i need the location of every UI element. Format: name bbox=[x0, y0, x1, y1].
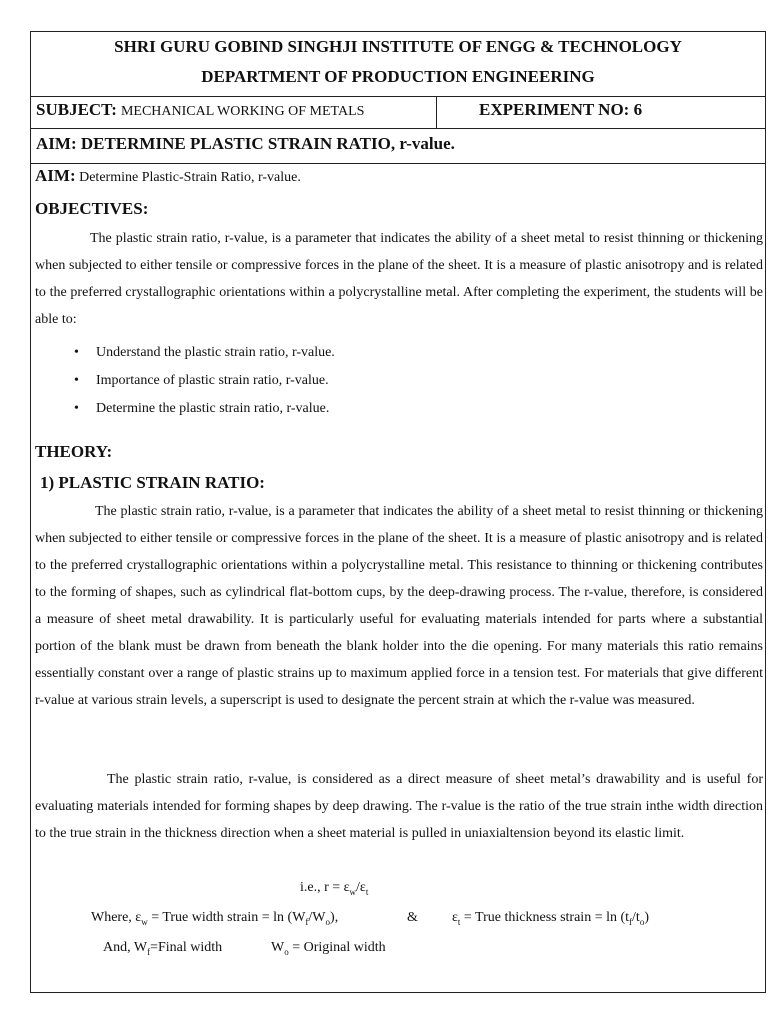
thickness-strain-definition: $\varepsilon_t$ = True thickness strain = $\ln (t_f/t_o)$ bbox=[452, 910, 649, 927]
subject-cell bbox=[31, 97, 437, 129]
list-item: • Understand the plastic strain ratio, r-value. bbox=[74, 345, 335, 373]
title-block bbox=[31, 32, 765, 97]
aim-text: Determine Plastic-Strain Ratio, r-value. bbox=[79, 170, 301, 185]
experiment-number: EXPERIMENT NO: 6 bbox=[479, 100, 643, 119]
ampersand: & bbox=[407, 910, 418, 925]
theory-paragraph-2: The plastic strain ratio, r-value, is considered as a direct measure of sheet metal’s drawability and is useful for evaluating materials intended for forming shapes by deep drawing. The r-value is the ratio of the true strain inthe width direction to the true strain in the thickness direction when a sheet material is pulled in uniaxialtension beyond its elastic limit. bbox=[35, 772, 763, 841]
objectives-heading: OBJECTIVES: bbox=[35, 199, 149, 218]
aim-line bbox=[35, 166, 301, 186]
final-width-definition: And, $W_f=Final$ width bbox=[103, 940, 223, 957]
theory-heading: THEORY: bbox=[35, 442, 113, 461]
aim-header: AIM: DETERMINE PLASTIC STRAIN RATIO, r-value. bbox=[36, 134, 455, 153]
institute-name: SHRI GURU GOBIND SINGHJI INSTITUTE OF ENGG & TECHNOLOGY bbox=[114, 37, 682, 56]
theory-paragraph-1: The plastic strain ratio, r-value, is a parameter that indicates the ability of a sheet metal to resist thinning or thickening when subjected to either tensile or compressive forces in the plane of the sheet. It is a measure of plastic anisotropy and is related to the preferred crystallographic orientations within a polycrystalline metal. This resistance to thinning or thickening contributes to the forming of shapes, such as cylindrical flat-bottom cups, by the deep-drawing process. The r-value, therefore, is considered a measure of sheet metal drawability. It is particularly useful for evaluating materials intended for parts where a substantial portion of the blank must be drawn from beneath the blank holder into the die opening. For many materials this ratio remains essentially constant over a range of plastic strains up to maximum applied force in a tension test. For materials that give different r-value at various strain levels, a superscript is used to designate the percent strain at which the r-value was measured. bbox=[35, 504, 763, 708]
subject-value: MECHANICAL WORKING OF METALS bbox=[120, 104, 365, 119]
subject-row bbox=[31, 97, 765, 129]
aim-label: AIM: bbox=[35, 166, 76, 185]
objectives-paragraph: The plastic strain ratio, r-value, is a parameter that indicates the ability of a sheet metal to resist thinning or thickening when subjected to either tensile or compressive forces in the plane of the sheet. It is a measure of plastic anisotropy and is related to the preferred crystallographic orientations within a polycrystalline metal. After completing the experiment, the students will be able to: bbox=[35, 231, 763, 327]
objectives-list bbox=[74, 345, 335, 429]
department-name: DEPARTMENT OF PRODUCTION ENGINEERING bbox=[201, 67, 595, 86]
original-width-definition: $W_o$ = Original width bbox=[271, 940, 386, 957]
subject-label: SUBJECT: bbox=[36, 100, 117, 119]
theory-subheading: 1) PLASTIC STRAIN RATIO: bbox=[40, 473, 265, 492]
width-strain-definition: Where, $\varepsilon_w$ = True width strain = $\ln (W_f/W_o)$, bbox=[91, 910, 339, 927]
aim-header-row bbox=[31, 129, 765, 164]
list-item: • Importance of plastic strain ratio, r-value. bbox=[74, 373, 335, 401]
list-item: • Determine the plastic strain ratio, r-value. bbox=[74, 401, 335, 429]
r-value-equation: i.e., $r = \varepsilon_w/\varepsilon_t$ bbox=[300, 880, 369, 897]
